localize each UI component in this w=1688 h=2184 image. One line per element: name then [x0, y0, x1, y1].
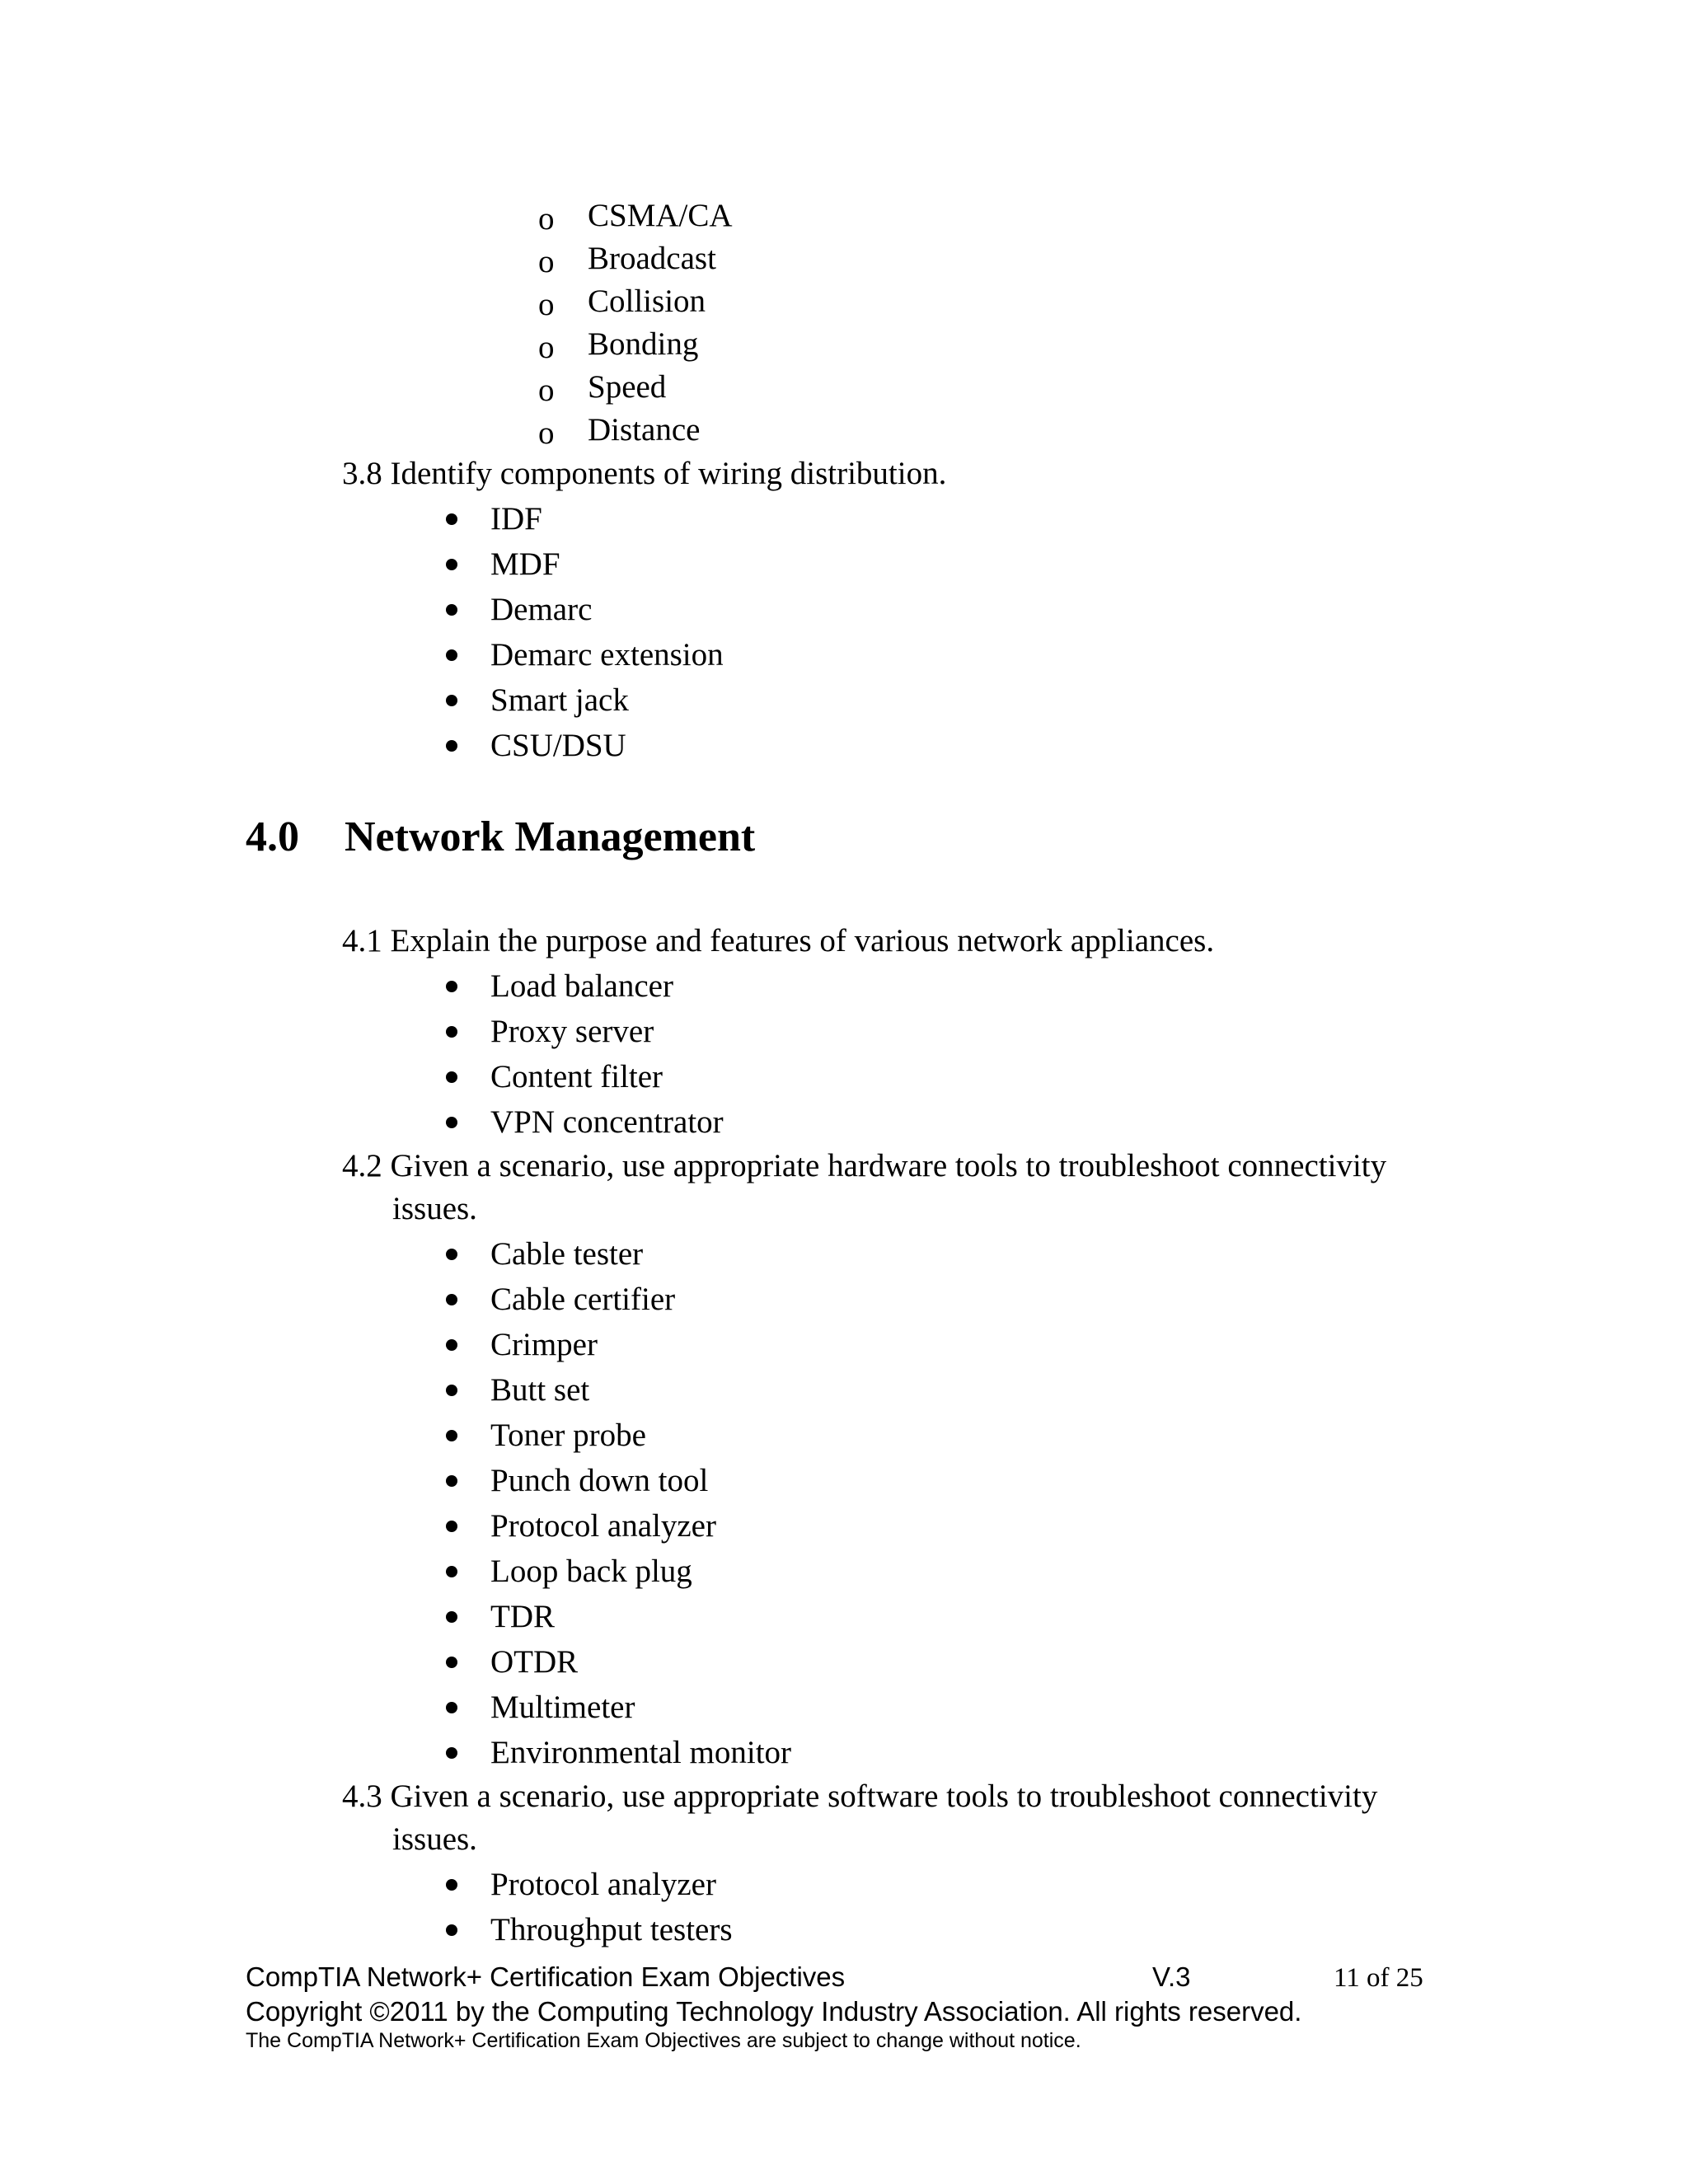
objective-title: 4.1 Explain the purpose and features of various network appliances. [342, 923, 1215, 958]
sub-bullet-marker: o [538, 201, 555, 237]
list-item: CSU/DSU [490, 728, 626, 763]
objective-title: 4.3 Given a scenario, use appropriate software tools to troubleshoot connectivity [342, 1779, 1378, 1814]
footer-notice: The CompTIA Network+ Certification Exam Objectives are subject to change without notice. [246, 2029, 1081, 2052]
footer-doc-title: CompTIA Network+ Certification Exam Objectives [246, 1961, 846, 1992]
sub-list-item: Distance [588, 412, 701, 448]
list-item: VPN concentrator [490, 1104, 724, 1140]
sub-bullet-marker: o [538, 415, 555, 451]
sub-list-item: CSMA/CA [588, 198, 733, 233]
list-item: TDR [490, 1599, 555, 1634]
bullet-icon [442, 1607, 462, 1627]
bullet-icon [442, 1698, 462, 1718]
sub-list-item: Bonding [588, 326, 699, 362]
bullet-icon [442, 1067, 462, 1087]
bullet-icon [442, 1290, 462, 1310]
bullet-icon [442, 1426, 462, 1446]
sub-bullet-marker: o [538, 330, 555, 365]
bullet-icon [442, 555, 462, 574]
sub-bullet-marker: o [538, 244, 555, 279]
footer-copyright: Copyright ©2011 by the Computing Technology Industry Association. All rights reserved. [246, 1996, 1302, 2027]
objective-title-continued: issues. [392, 1821, 477, 1857]
objective-title: 4.2 Given a scenario, use appropriate hardware tools to troubleshoot connectivity [342, 1148, 1387, 1183]
list-item: Demarc [490, 592, 593, 627]
list-item: Cable tester [490, 1236, 644, 1272]
bullet-icon [442, 1652, 462, 1672]
list-item: OTDR [490, 1644, 579, 1680]
bullet-icon [442, 1920, 462, 1940]
list-item: Loop back plug [490, 1554, 692, 1589]
list-item: Throughput testers [490, 1912, 733, 1947]
bullet-icon [442, 600, 462, 620]
bullet-icon [442, 1113, 462, 1132]
list-item: Protocol analyzer [490, 1867, 716, 1902]
section-title: Network Management [345, 813, 756, 860]
list-item: Cable certifier [490, 1282, 676, 1317]
bullet-icon [442, 1562, 462, 1582]
list-item: Proxy server [490, 1014, 654, 1049]
sub-bullet-marker: o [538, 373, 555, 408]
bullet-icon [442, 1875, 462, 1895]
sub-list-item: Speed [588, 369, 667, 405]
list-item: Punch down tool [490, 1463, 709, 1498]
objective-title: 3.8 Identify components of wiring distribution. [342, 456, 947, 491]
list-item: Load balancer [490, 968, 673, 1004]
list-item: Butt set [490, 1372, 590, 1408]
bullet-icon [442, 645, 462, 665]
bullet-icon [442, 1471, 462, 1491]
bullet-icon [442, 1380, 462, 1400]
bullet-icon [442, 1335, 462, 1355]
list-item: Crimper [490, 1327, 598, 1362]
list-item: Demarc extension [490, 637, 724, 673]
section-number: 4.0 [246, 813, 299, 860]
list-item: Content filter [490, 1059, 663, 1094]
bullet-icon [442, 509, 462, 529]
bullet-icon [442, 1743, 462, 1763]
list-item: Smart jack [490, 682, 629, 718]
objective-title-continued: issues. [392, 1191, 477, 1226]
sub-bullet-marker: o [538, 287, 555, 322]
bullet-icon [442, 1244, 462, 1264]
list-item: Environmental monitor [490, 1735, 792, 1770]
footer-page-number: 11 of 25 [1334, 1963, 1423, 1993]
list-item: MDF [490, 546, 560, 582]
bullet-icon [442, 1022, 462, 1042]
bullet-icon [442, 691, 462, 710]
list-item: IDF [490, 501, 542, 537]
list-item: Protocol analyzer [490, 1508, 716, 1544]
sub-list-item: Broadcast [588, 241, 716, 276]
bullet-icon [442, 977, 462, 996]
list-item: Toner probe [490, 1418, 646, 1453]
footer-version: V.3 [1152, 1961, 1191, 1992]
bullet-icon [442, 1516, 462, 1536]
list-item: Multimeter [490, 1690, 635, 1725]
sub-list-item: Collision [588, 284, 706, 319]
bullet-icon [442, 736, 462, 756]
